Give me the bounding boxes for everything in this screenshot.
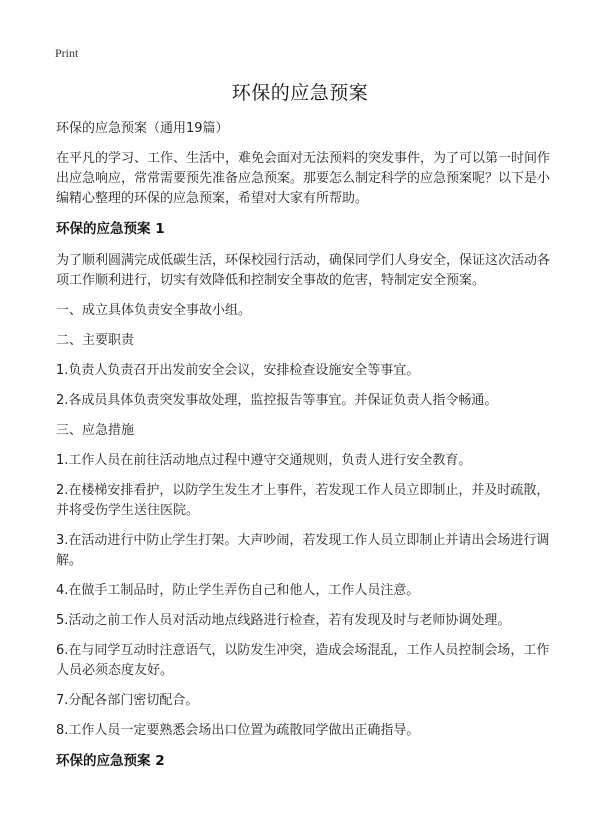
paragraph: 2.各成员具体负责突发事故处理，监控报告等事宜。并保证负责人指令畅通。: [56, 393, 498, 408]
paragraph: 一、成立具体负责安全事故小组。: [56, 303, 252, 318]
document-subtitle: 环保的应急预案（通用19篇）: [56, 121, 229, 136]
paragraph: 5.活动之前工作人员对活动地点线路进行检查，若有发现及时与老师协调处理。: [56, 613, 511, 628]
paragraph: 三、应急措施: [56, 423, 135, 438]
intro-paragraph: 在平凡的学习、工作、生活中，难免会面对无法预料的突发事件，为了可以第一时间作出应急响应，常常需要预先准备应急预案。那要怎么制定科学的应急预案呢？以下是小编精心整理的环保的应急预案，希望对大家有所帮助。: [56, 151, 551, 206]
paragraph: 为了顺利圆满完成低碳生活，环保校园行活动，确保同学们人身安全，保证这次活动各项工作顺利进行，切实有效降低和控制安全事故的危害，特制定安全预案。: [56, 253, 551, 288]
paragraph: 7.分配各部门密切配合。: [56, 693, 199, 708]
print-link[interactable]: Print: [55, 46, 79, 60]
paragraph: 6.在与同学互动时注意语气，以防发生冲突，造成会场混乱，工作人员控制会场，工作人员必须态度友好。: [56, 643, 550, 678]
paragraph: 8.工作人员一定要熟悉会场出口位置为疏散同学做出正确指导。: [56, 723, 420, 738]
paragraph: 4.在做手工制品时，防止学生弄伤自己和他人，工作人员注意。: [56, 583, 420, 598]
paragraph: 3.在活动进行中防止学生打架。大声吵闹，若发现工作人员立即制止并请出会场进行调解。: [56, 533, 550, 568]
paragraph: 1.工作人员在前往活动地点过程中遵守交通规则，负责人进行安全教育。: [56, 453, 472, 468]
paragraph: 1.负责人负责召开出发前安全会议，安排检查设施安全等事宜。: [56, 363, 420, 378]
section-heading-2: 环保的应急预案 2: [56, 753, 165, 769]
page-title: 环保的应急预案: [231, 82, 369, 104]
section-heading-1: 环保的应急预案 1: [56, 221, 165, 237]
paragraph: 2.在楼梯安排看护，以防学生发生才上事件，若发现工作人员立即制止，并及时疏散，并将受伤学生送往医院。: [56, 483, 550, 518]
paragraph: 二、主要职责: [56, 333, 135, 348]
document-body: [56, 119, 556, 783]
